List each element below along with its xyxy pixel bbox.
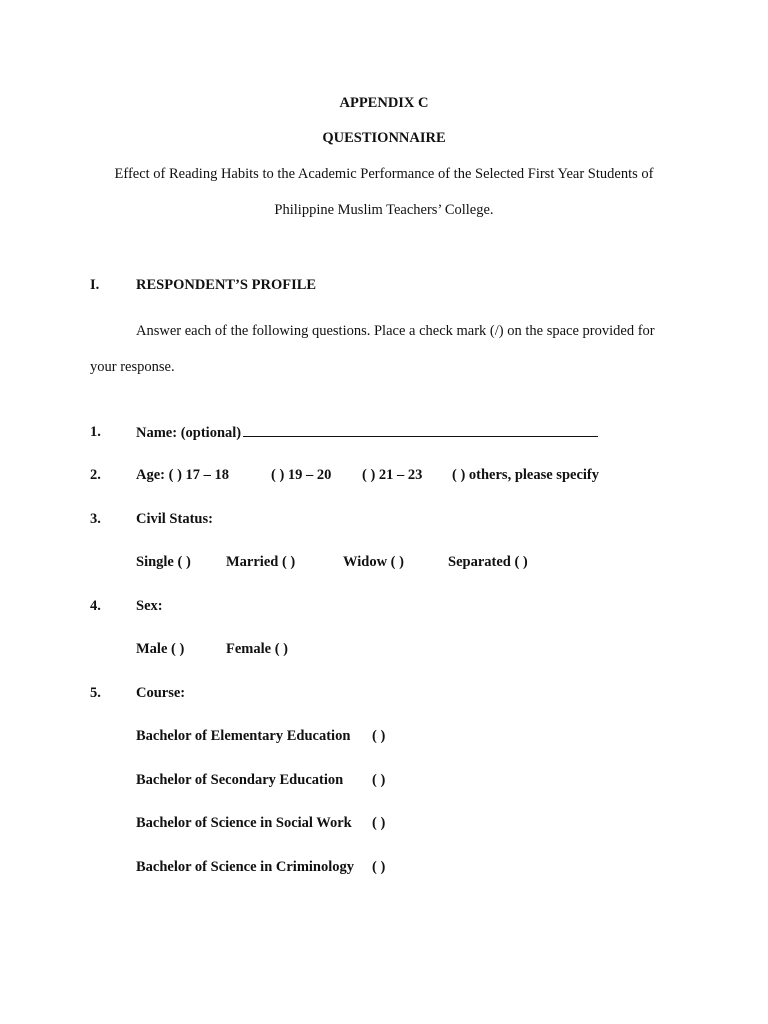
name-blank-line[interactable]	[243, 423, 598, 437]
age-option-others[interactable]: ( ) others, please specify	[452, 467, 599, 483]
course-secondary-education: Bachelor of Secondary Education	[136, 772, 344, 788]
subtitle-line-1: Effect of Reading Habits to the Academic Performance of the Selected First Year Students of	[114, 166, 654, 182]
civil-status-separated[interactable]: Separated ( )	[448, 554, 528, 570]
course-social-work-checkbox[interactable]: ( )	[372, 815, 386, 831]
question-name	[136, 423, 598, 442]
question-number-4: 4.	[90, 598, 101, 614]
age-option-21-23[interactable]: ( ) 21 – 23	[362, 467, 423, 483]
question-number-2: 2.	[90, 467, 101, 483]
question-number-5: 5.	[90, 685, 101, 701]
course-social-work: Bachelor of Science in Social Work	[136, 815, 352, 831]
course-criminology: Bachelor of Science in Criminology	[136, 859, 355, 875]
instruction-line-1: Answer each of the following questions. Place a check mark (/) on the space provided for	[136, 323, 655, 339]
question-number-3: 3.	[90, 511, 101, 527]
section-heading: RESPONDENT’S PROFILE	[136, 277, 317, 293]
civil-status-married[interactable]: Married ( )	[226, 554, 296, 570]
course-secondary-checkbox[interactable]: ( )	[372, 772, 386, 788]
sex-male[interactable]: Male ( )	[136, 641, 185, 657]
appendix-label: APPENDIX C	[339, 95, 429, 111]
subtitle-line-2: Philippine Muslim Teachers’ College.	[274, 202, 494, 218]
civil-status-label: Civil Status:	[136, 511, 213, 527]
name-label: Name: (optional)	[136, 425, 242, 441]
instruction-line-2: your response.	[90, 359, 175, 375]
document-title: QUESTIONNAIRE	[322, 130, 446, 146]
sex-label: Sex:	[136, 598, 163, 614]
course-elementary-checkbox[interactable]: ( )	[372, 728, 386, 744]
course-elementary-education: Bachelor of Elementary Education	[136, 728, 351, 744]
sex-female[interactable]: Female ( )	[226, 641, 288, 657]
course-criminology-checkbox[interactable]: ( )	[372, 859, 386, 875]
age-option-17-18[interactable]: Age: ( ) 17 – 18	[136, 467, 230, 483]
course-label: Course:	[136, 685, 186, 701]
civil-status-single[interactable]: Single ( )	[136, 554, 191, 570]
question-number-1: 1.	[90, 424, 101, 440]
section-number: I.	[90, 277, 100, 293]
civil-status-widow[interactable]: Widow ( )	[343, 554, 404, 570]
age-option-19-20[interactable]: ( ) 19 – 20	[271, 467, 332, 483]
